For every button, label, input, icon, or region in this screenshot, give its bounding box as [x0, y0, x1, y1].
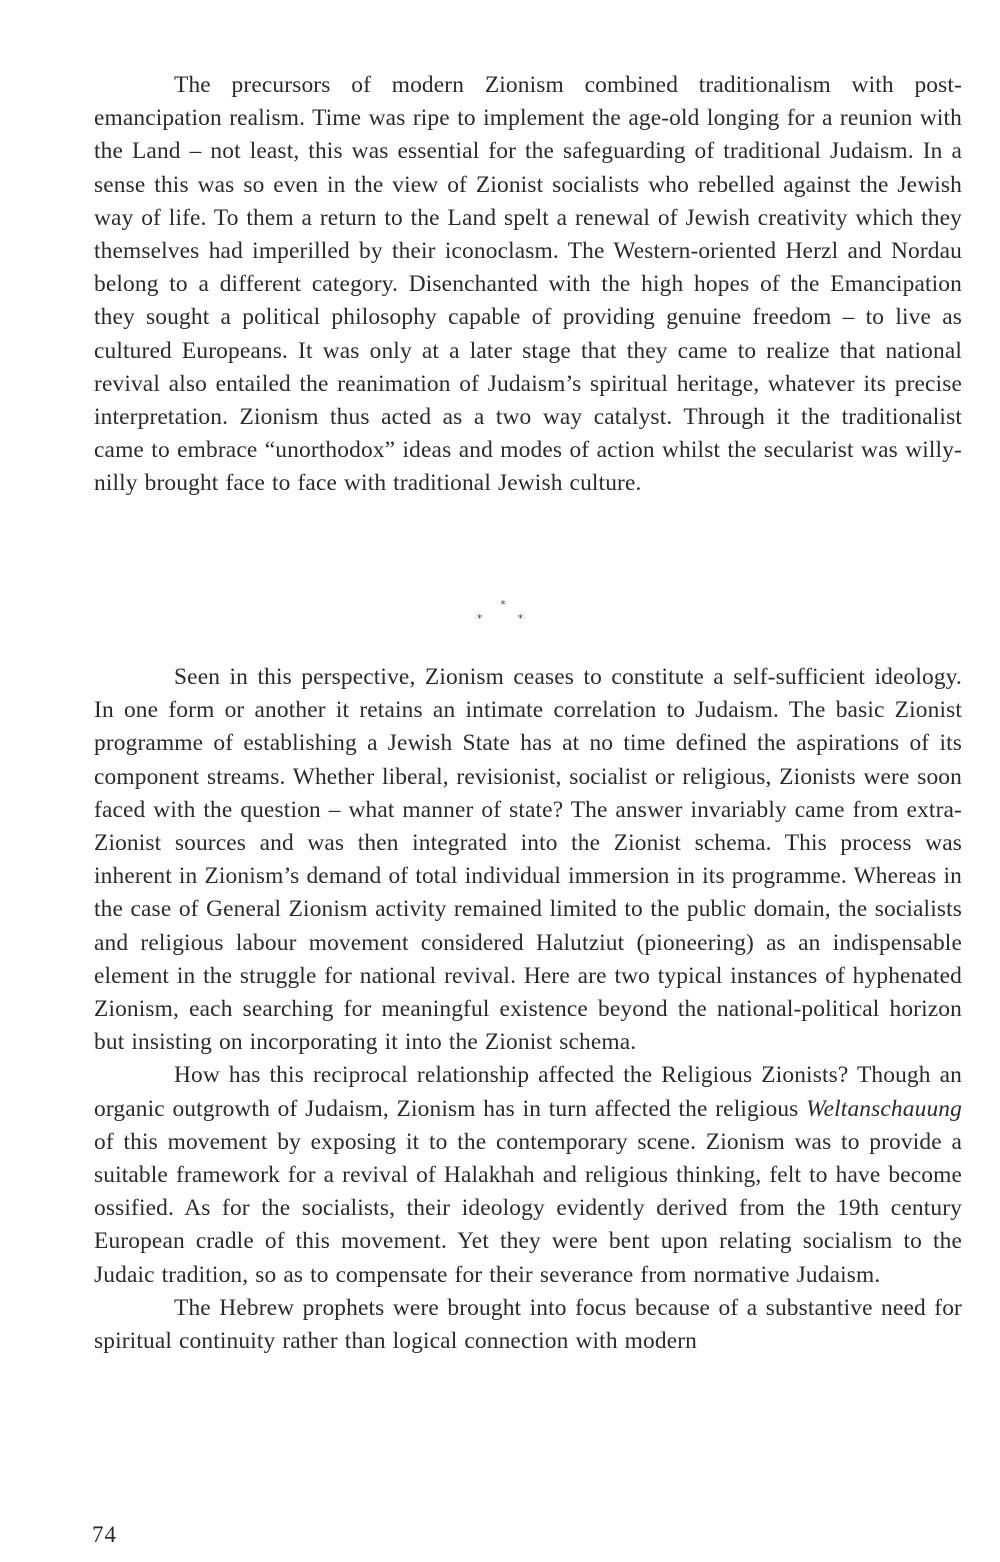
separator-star-right: *	[517, 612, 524, 625]
paragraph-religious-zionists-after: of this movement by exposing it to the contemporary scene. Zionism was to provide a suitable framework for a revival of Halakhah and religious thinking, felt to have become ossified. As for the socialists, their ideology evidently derived from the 19th century European cradle of this movement. Yet they were bent upon relating socialism to the Judaic tradition, so as to compensate for their severance from normative Judaism.	[94, 1128, 962, 1288]
page-number: 74	[92, 1522, 117, 1547]
paragraph-hebrew-prophets: The Hebrew prophets were brought into focus because of a substantive need for spiritual continuity rather than logical connection with modern	[94, 1294, 962, 1355]
paragraph-religious-zionists	[94, 1059, 962, 1291]
section-separator	[0, 598, 1000, 638]
text-block-bottom	[94, 661, 962, 1358]
weltanschauung-italic: Weltanschauung	[806, 1095, 962, 1122]
text-block-top	[94, 69, 962, 501]
paragraph-religious-zionists-before: How has this reciprocal relationship affected the Religious Zionists? Though an organic outgrowth of Judaism, Zionism has in turn affected the religious	[94, 1062, 962, 1122]
paragraph-perspective: Seen in this perspective, Zionism ceases to constitute a self-sufficient ideology. In one form or another it retains an intimate correlation to Judaism. The basic Zionist programme of establishing a Jewish State has at no time defined the aspirations of its component streams. Whether liberal, revisionist, socialist or religious, Zionists were soon faced with the question – what manner of state? The answer invariably came from extra-Zionist sources and was then integrated into the Zionist schema. This process was inherent in Zionism’s demand of total individual immersion in its programme. Whereas in the case of General Zionism activity remained limited to the public domain, the socialists and religious labour movement considered Halutziut (pioneering) as an indispensable element in the struggle for national revival. Here are two typical instances of hyphenated Zionism, each searching for meaningful existence beyond the national-political horizon but insisting on incorporating it into the Zionist schema.	[94, 664, 962, 1056]
separator-star-top: *	[500, 598, 506, 611]
paragraph-precursors: The precursors of modern Zionism combined traditionalism with post-emancipation realism. Time was ripe to implement the age-old longing for a reunion with the Land – not least, this was essential for the safeguarding of traditional Judaism. In a sense this was so even in the view of Zionist socialists who rebelled against the Jewish way of life. To them a return to the Land spelt a renewal of Jewish creativity which they themselves had imperilled by their iconoclasm. The Western-oriented Herzl and Nordau belong to a different category. Disenchanted with the high hopes of the Emancipation they sought a political philosophy capable of providing genuine freedom – to live as cultured Europeans. It was only at a later stage that they came to realize that national revival also entailed the reanimation of Judaism’s spiritual heritage, whatever its precise interpretation. Zionism thus acted as a two way catalyst. Through it the traditionalist came to embrace “unorthodox” ideas and modes of action whilst the secularist was willy-nilly brought face to face with traditional Jewish culture.	[94, 72, 962, 497]
separator-star-left: *	[476, 612, 483, 625]
separator-star-row	[0, 612, 1000, 626]
